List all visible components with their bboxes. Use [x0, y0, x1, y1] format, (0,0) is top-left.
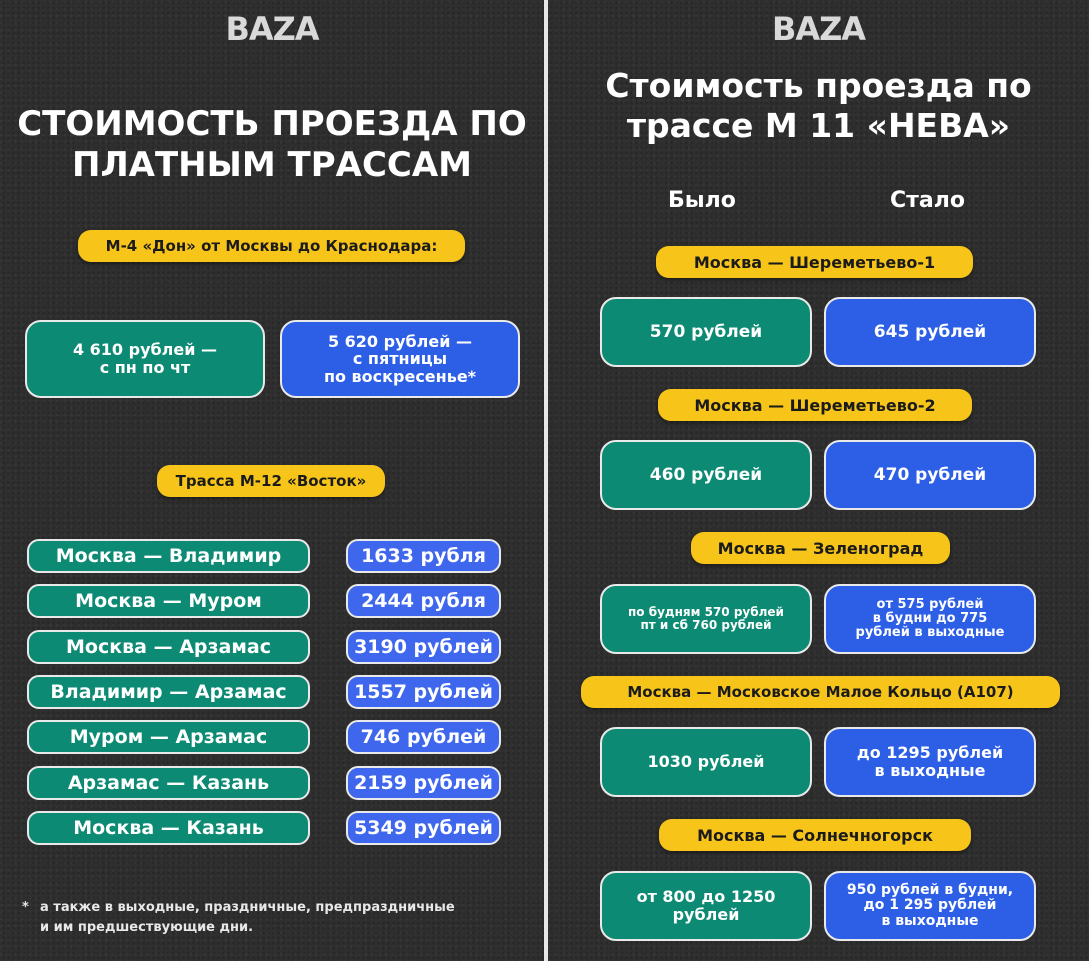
- price-after: [824, 727, 1036, 797]
- price-before-line: по будням 570 рублей: [628, 604, 784, 619]
- m12-route: Москва — Владимир: [27, 539, 310, 573]
- m4-weekday-line2: с пн по чт: [99, 358, 191, 377]
- m4-weekday-price: [25, 320, 265, 398]
- m12-price: 1633 рубля: [346, 539, 501, 573]
- m12-price: 2159 рублей: [346, 766, 501, 800]
- m12-price: 2444 рубля: [346, 584, 501, 618]
- m12-route: Москва — Арзамас: [27, 630, 310, 664]
- m4-weekend-line2: с пятницы: [352, 349, 448, 369]
- m12-price: 746 рублей: [346, 720, 501, 754]
- m12-route: Москва — Казань: [27, 811, 310, 845]
- section-label: Москва — Солнечногорск: [659, 819, 971, 851]
- price-before: 1030 рублей: [600, 727, 812, 797]
- m12-label: Трасса М-12 «Восток»: [157, 465, 385, 497]
- m4-weekday-line1: 4 610 рублей —: [72, 340, 218, 360]
- price-after-line: до 1 295 рублей: [863, 897, 997, 914]
- price-before-line: пт и сб 760 рублей: [640, 618, 772, 632]
- price-before: [600, 871, 812, 941]
- price-before-line: от 800 до 1250: [636, 887, 776, 907]
- baza-logo: BAZA: [225, 10, 319, 48]
- page-title-line2: ПЛАТНЫМ ТРАССАМ: [71, 145, 473, 185]
- price-after: [824, 871, 1036, 941]
- section-label: Москва — Шереметьево-1: [656, 246, 973, 278]
- section-label: Москва — Шереметьево-2: [658, 389, 972, 421]
- price-before-line: рублей: [672, 905, 740, 924]
- price-before: 460 рублей: [600, 440, 812, 510]
- page-title-line1: Стоимость проезда по: [605, 66, 1032, 105]
- price-after-line: до 1295 рублей: [856, 743, 1004, 763]
- price-after: 470 рублей: [824, 440, 1036, 510]
- footnote-line1: а также в выходные, праздничные, предпраздничные: [40, 900, 455, 915]
- price-after-line: 950 рублей в будни,: [846, 881, 1014, 898]
- price-after-line: в будни до 775: [872, 610, 988, 626]
- price-after-line: в выходные: [874, 761, 986, 780]
- baza-logo: BAZA: [771, 10, 866, 48]
- price-before: 570 рублей: [600, 297, 812, 367]
- m12-route: Муром — Арзамас: [27, 720, 310, 754]
- price-after-line: в выходные: [881, 912, 979, 929]
- m12-price: 5349 рублей: [346, 811, 501, 845]
- price-after-line: рублей в выходные: [855, 625, 1005, 641]
- price-after: [824, 584, 1036, 654]
- footnote-asterisk: *: [22, 900, 29, 915]
- m4-weekend-line1: 5 620 рублей —: [327, 331, 473, 351]
- m12-route: Москва — Муром: [27, 584, 310, 618]
- price-before: [600, 584, 812, 654]
- m12-route: Владимир — Арзамас: [27, 675, 310, 709]
- footnote: [22, 898, 520, 938]
- section-label: Москва — Зеленоград: [691, 532, 950, 564]
- page-title-line1: СТОИМОСТЬ ПРОЕЗДА ПО: [17, 104, 527, 144]
- m4-weekend-price: [280, 320, 520, 398]
- column-header-before: Было: [668, 188, 736, 213]
- right-panel: [548, 0, 1089, 961]
- price-after: 645 рублей: [824, 297, 1036, 367]
- price-after-line: от 575 рублей: [876, 596, 984, 612]
- page-title-line2: трассе М 11 «НЕВА»: [626, 106, 1011, 145]
- m4-label: М-4 «Дон» от Москвы до Краснодара:: [78, 230, 465, 262]
- column-header-after: Стало: [890, 188, 965, 213]
- m4-weekend-line3: по воскресенье*: [323, 366, 477, 386]
- m12-price: 3190 рублей: [346, 630, 501, 664]
- section-label: Москва — Московское Малое Кольцо (А107): [581, 676, 1060, 708]
- m12-route: Арзамас — Казань: [27, 766, 310, 800]
- left-panel: [0, 0, 544, 961]
- footnote-line2: и им предшествующие дни.: [40, 920, 254, 936]
- m12-price: 1557 рублей: [346, 675, 501, 709]
